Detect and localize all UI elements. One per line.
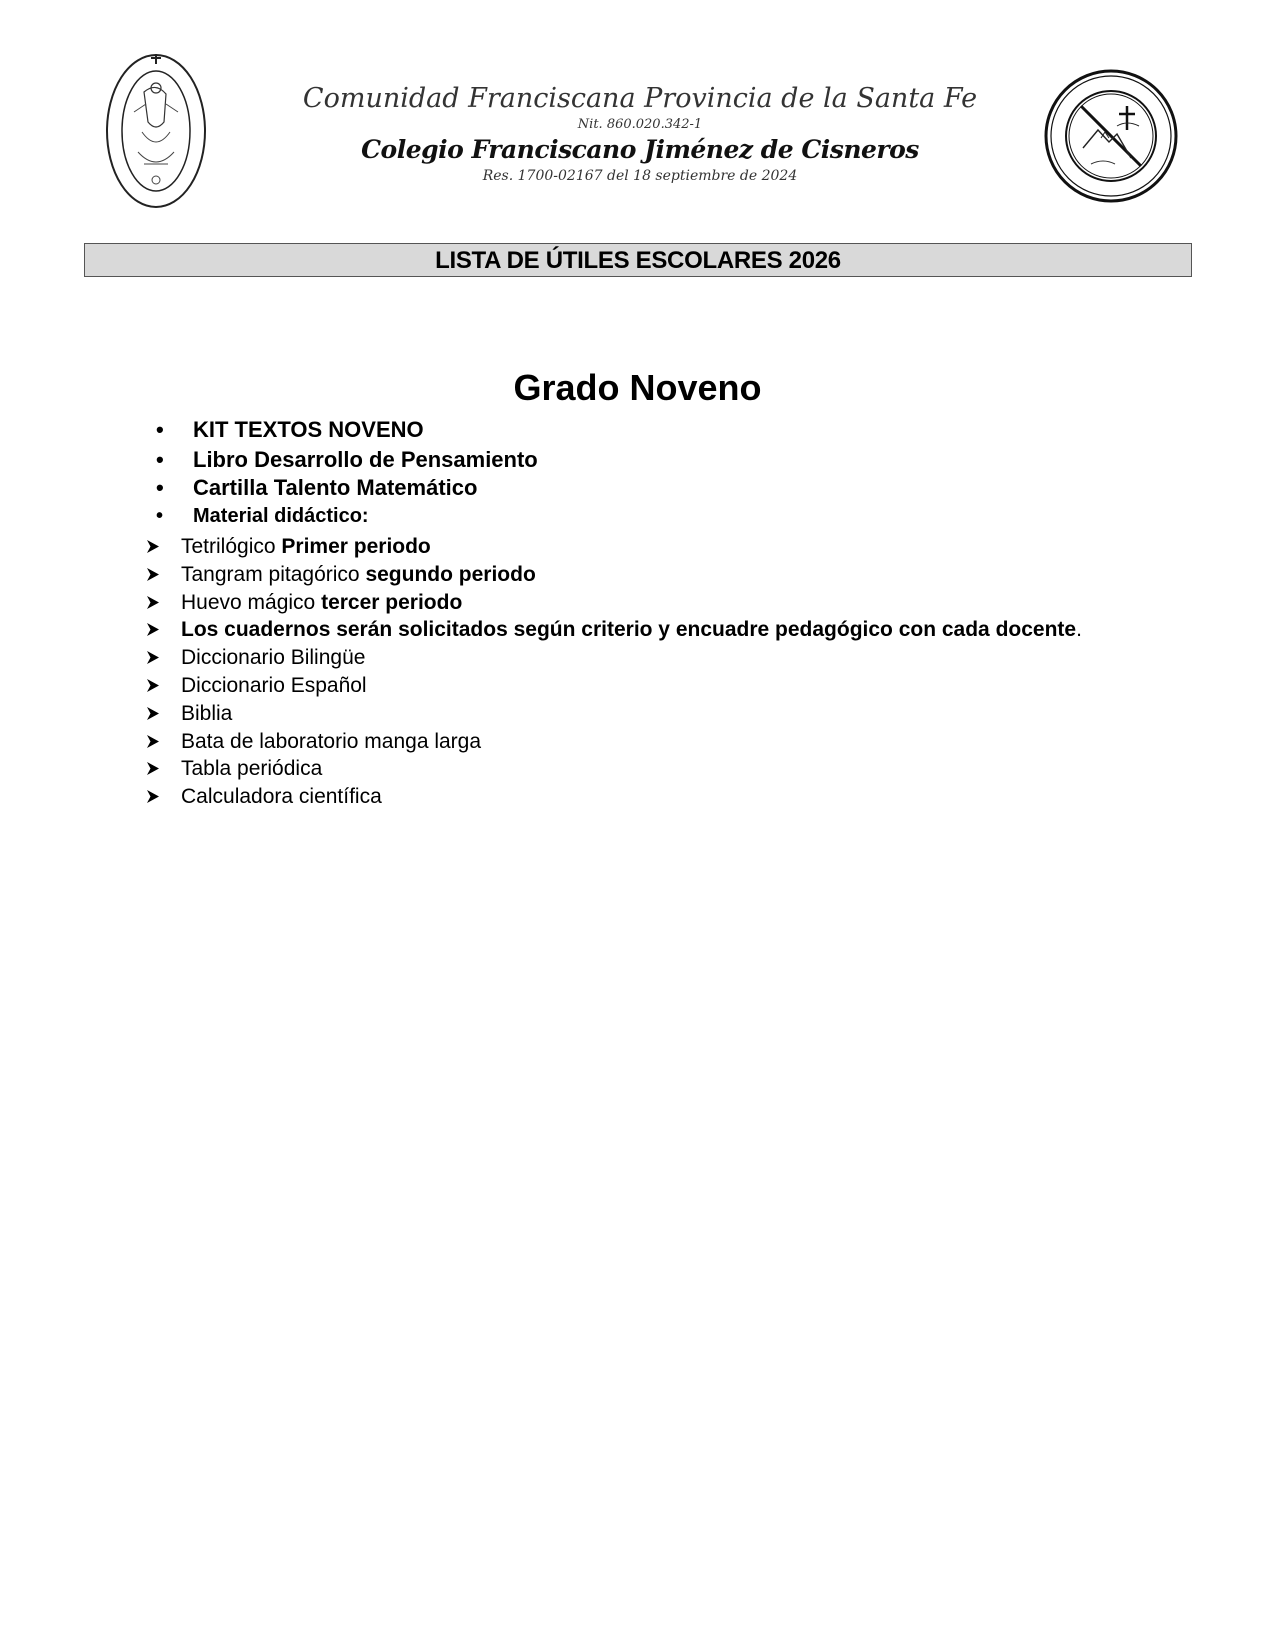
- list-item: • Material didáctico:: [150, 502, 538, 530]
- list-item: Tangram pitagórico segundo periodo: [146, 561, 1082, 589]
- list-item: • Cartilla Talento Matemático: [156, 475, 478, 500]
- list-item: Huevo mágico tercer periodo: [146, 589, 1082, 617]
- list-item: Calculadora científica: [146, 783, 1082, 811]
- list-item: • Libro Desarrollo de Pensamiento: [156, 447, 538, 472]
- list-item: Diccionario Español: [146, 672, 1082, 700]
- school-crest-icon: [1043, 68, 1179, 204]
- bullet-list: [150, 414, 538, 530]
- arrowhead-bullet-icon: [146, 761, 160, 776]
- arrowhead-bullet-icon: [146, 622, 160, 637]
- list-item: • KIT TEXTOS NOVENO: [150, 414, 538, 446]
- arrowhead-bullet-icon: [146, 706, 160, 721]
- resolution: Res. 1700-02167 del 18 septiembre de 2024: [482, 168, 798, 184]
- list-title-banner: LISTA DE ÚTILES ESCOLARES 2026: [84, 243, 1192, 277]
- arrowhead-bullet-icon: [146, 567, 160, 582]
- bullet-icon: •: [156, 475, 164, 500]
- arrowhead-bullet-icon: [146, 789, 160, 804]
- organization-name: Comunidad Franciscana Provincia de la Santa Fe: [302, 83, 978, 114]
- bullet-icon: •: [156, 505, 164, 527]
- list-item: Tetrilógico Primer periodo: [146, 533, 1082, 561]
- bullet-icon: •: [156, 417, 164, 442]
- provincial-seal-icon: [104, 52, 208, 210]
- list-item: Diccionario Bilingüe: [146, 644, 1082, 672]
- list-item: Biblia: [146, 700, 1082, 728]
- bullet-icon: •: [156, 447, 164, 472]
- letterhead: [300, 82, 980, 186]
- list-item: Los cuadernos serán solicitados según criterio y encuadre pedagógico con cada docente.: [146, 616, 1082, 644]
- school-name: Colegio Franciscano Jiménez de Cisneros: [361, 135, 919, 164]
- arrow-list: [146, 533, 1082, 811]
- arrowhead-bullet-icon: [146, 595, 160, 610]
- arrowhead-bullet-icon: [146, 650, 160, 665]
- list-item: Tabla periódica: [146, 755, 1082, 783]
- arrowhead-bullet-icon: [146, 678, 160, 693]
- tax-id: Nit. 860.020.342-1: [577, 117, 703, 132]
- list-item: Bata de laboratorio manga larga: [146, 728, 1082, 756]
- grade-title: Grado Noveno: [513, 367, 762, 408]
- arrowhead-bullet-icon: [146, 734, 160, 749]
- arrowhead-bullet-icon: [146, 539, 160, 554]
